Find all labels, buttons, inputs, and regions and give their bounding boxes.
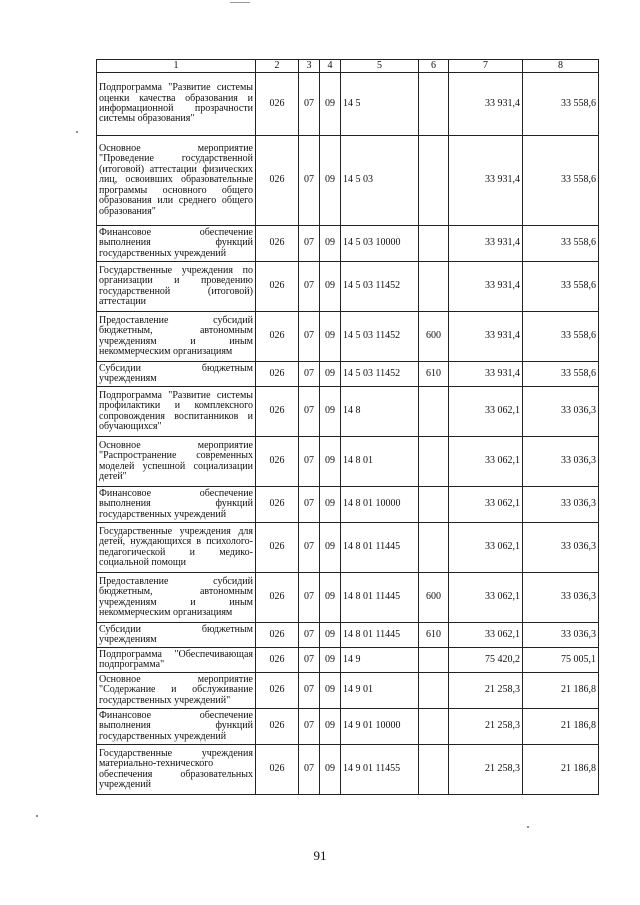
amount-col7-cell: 33 062,1: [449, 387, 523, 437]
section-code-cell: 026: [256, 262, 299, 312]
target-article-cell: 14 5: [341, 73, 419, 136]
chapter-code-cell: 07: [299, 226, 320, 262]
chapter-code-cell: 07: [299, 573, 320, 623]
chapter-code-cell: 07: [299, 673, 320, 709]
expense-type-cell: 600: [419, 573, 449, 623]
chapter-code-cell: 07: [299, 362, 320, 387]
chapter-code-cell: 07: [299, 73, 320, 136]
amount-col8-cell: 33 036,3: [523, 623, 599, 648]
row-name-cell: Субсидии бюджетным учреждениям: [97, 362, 256, 387]
chapter-code-cell: 07: [299, 648, 320, 673]
section-code-cell: 026: [256, 487, 299, 523]
row-name-cell: Финансовое обеспечение выполнения функций государственных учреждений: [97, 487, 256, 523]
amount-col8-cell: 75 005,1: [523, 648, 599, 673]
column-header: 3: [299, 60, 320, 73]
amount-col8-cell: 21 186,8: [523, 709, 599, 745]
table-row: [97, 312, 599, 362]
subchapter-code-cell: 09: [320, 573, 341, 623]
section-code-cell: 026: [256, 523, 299, 573]
expense-type-cell: [419, 673, 449, 709]
column-header: 7: [449, 60, 523, 73]
table-row: [97, 136, 599, 226]
chapter-code-cell: 07: [299, 745, 320, 795]
scan-speck: [527, 826, 529, 828]
subchapter-code-cell: 09: [320, 523, 341, 573]
amount-col8-cell: 33 558,6: [523, 362, 599, 387]
row-name-cell: Основное мероприятие "Содержание и обслуживание государственных учреждений": [97, 673, 256, 709]
amount-col7-cell: 33 062,1: [449, 623, 523, 648]
subchapter-code-cell: 09: [320, 73, 341, 136]
table-row: [97, 487, 599, 523]
target-article-cell: 14 5 03 11452: [341, 262, 419, 312]
target-article-cell: 14 5 03 10000: [341, 226, 419, 262]
amount-col7-cell: 21 258,3: [449, 745, 523, 795]
chapter-code-cell: 07: [299, 623, 320, 648]
section-code-cell: 026: [256, 648, 299, 673]
amount-col8-cell: 33 036,3: [523, 387, 599, 437]
target-article-cell: 14 9 01 10000: [341, 709, 419, 745]
chapter-code-cell: 07: [299, 312, 320, 362]
expense-type-cell: [419, 523, 449, 573]
expense-type-cell: [419, 136, 449, 226]
row-name-cell: Основное мероприятие "Проведение государственной (итоговой) аттестации физических лиц, освоивших образовательные программы основного общего образования или среднего общего образования": [97, 136, 256, 226]
chapter-code-cell: 07: [299, 262, 320, 312]
subchapter-code-cell: 09: [320, 623, 341, 648]
section-code-cell: 026: [256, 673, 299, 709]
amount-col7-cell: 33 931,4: [449, 73, 523, 136]
amount-col7-cell: 33 931,4: [449, 312, 523, 362]
column-header: 2: [256, 60, 299, 73]
table-row: [97, 573, 599, 623]
scan-speck: [76, 131, 78, 133]
expense-type-cell: 600: [419, 312, 449, 362]
expense-type-cell: [419, 262, 449, 312]
subchapter-code-cell: 09: [320, 312, 341, 362]
table-row: [97, 673, 599, 709]
table-row: [97, 73, 599, 136]
target-article-cell: 14 8: [341, 387, 419, 437]
expense-type-cell: [419, 709, 449, 745]
subchapter-code-cell: 09: [320, 709, 341, 745]
page-number: 91: [313, 848, 327, 863]
chapter-code-cell: 07: [299, 709, 320, 745]
section-code-cell: 026: [256, 136, 299, 226]
section-code-cell: 026: [256, 573, 299, 623]
table-row: [97, 362, 599, 387]
target-article-cell: 14 5 03: [341, 136, 419, 226]
amount-col8-cell: 33 036,3: [523, 487, 599, 523]
target-article-cell: 14 9 01 11455: [341, 745, 419, 795]
table-row: [97, 745, 599, 795]
table-row: [97, 623, 599, 648]
table-row: [97, 523, 599, 573]
expense-type-cell: [419, 437, 449, 487]
amount-col7-cell: 33 931,4: [449, 136, 523, 226]
section-code-cell: 026: [256, 312, 299, 362]
amount-col7-cell: 33 062,1: [449, 437, 523, 487]
expense-type-cell: 610: [419, 623, 449, 648]
section-code-cell: 026: [256, 73, 299, 136]
subchapter-code-cell: 09: [320, 136, 341, 226]
row-name-cell: Государственные учреждения по организации и проведению государственной (итоговой) аттестации: [97, 262, 256, 312]
budget-table: [96, 59, 599, 795]
section-code-cell: 026: [256, 745, 299, 795]
target-article-cell: 14 8 01 11445: [341, 523, 419, 573]
amount-col7-cell: 33 062,1: [449, 523, 523, 573]
target-article-cell: 14 8 01 10000: [341, 487, 419, 523]
amount-col7-cell: 33 931,4: [449, 262, 523, 312]
table-row: [97, 709, 599, 745]
expense-type-cell: [419, 387, 449, 437]
column-header: 8: [523, 60, 599, 73]
section-code-cell: 026: [256, 623, 299, 648]
expense-type-cell: [419, 745, 449, 795]
target-article-cell: 14 5 03 11452: [341, 362, 419, 387]
amount-col7-cell: 33 062,1: [449, 487, 523, 523]
row-name-cell: Государственные учреждения для детей, нуждающихся в психолого-педагогической и медико-социальной помощи: [97, 523, 256, 573]
amount-col7-cell: 21 258,3: [449, 709, 523, 745]
amount-col8-cell: 33 558,6: [523, 262, 599, 312]
section-code-cell: 026: [256, 709, 299, 745]
row-name-cell: Основное мероприятие "Распространение современных моделей успешной социализации детей": [97, 437, 256, 487]
amount-col8-cell: 33 036,3: [523, 523, 599, 573]
subchapter-code-cell: 09: [320, 487, 341, 523]
amount-col7-cell: 21 258,3: [449, 673, 523, 709]
expense-type-cell: [419, 73, 449, 136]
section-code-cell: 026: [256, 226, 299, 262]
amount-col8-cell: 21 186,8: [523, 673, 599, 709]
target-article-cell: 14 8 01 11445: [341, 623, 419, 648]
table-header-row: [97, 60, 599, 73]
row-name-cell: Предоставление субсидий бюджетным, автономным учреждениям и иным некоммерческим организациям: [97, 312, 256, 362]
row-name-cell: Подпрограмма "Обеспечивающая подпрограмма": [97, 648, 256, 673]
target-article-cell: 14 8 01 11445: [341, 573, 419, 623]
amount-col7-cell: 33 931,4: [449, 362, 523, 387]
target-article-cell: 14 8 01: [341, 437, 419, 487]
scan-speck: [36, 815, 38, 817]
column-header: 4: [320, 60, 341, 73]
row-name-cell: Финансовое обеспечение выполнения функций государственных учреждений: [97, 226, 256, 262]
amount-col7-cell: 33 062,1: [449, 573, 523, 623]
column-header: 1: [97, 60, 256, 73]
table-row: [97, 648, 599, 673]
chapter-code-cell: 07: [299, 387, 320, 437]
column-header: 5: [341, 60, 419, 73]
target-article-cell: 14 9: [341, 648, 419, 673]
amount-col8-cell: 33 036,3: [523, 573, 599, 623]
amount-col8-cell: 33 558,6: [523, 312, 599, 362]
chapter-code-cell: 07: [299, 523, 320, 573]
chapter-code-cell: 07: [299, 437, 320, 487]
section-code-cell: 026: [256, 387, 299, 437]
subchapter-code-cell: 09: [320, 262, 341, 312]
table-row: [97, 387, 599, 437]
expense-type-cell: [419, 226, 449, 262]
amount-col8-cell: 33 036,3: [523, 437, 599, 487]
subchapter-code-cell: 09: [320, 226, 341, 262]
row-name-cell: Субсидии бюджетным учреждениям: [97, 623, 256, 648]
subchapter-code-cell: 09: [320, 437, 341, 487]
row-name-cell: Государственные учреждения материально-технического обеспечения образовательных учреждений: [97, 745, 256, 795]
subchapter-code-cell: 09: [320, 648, 341, 673]
table-row: [97, 226, 599, 262]
amount-col8-cell: 33 558,6: [523, 73, 599, 136]
subchapter-code-cell: 09: [320, 745, 341, 795]
amount-col7-cell: 75 420,2: [449, 648, 523, 673]
row-name-cell: Подпрограмма "Развитие системы оценки качества образования и информационной прозрачности системы образования": [97, 73, 256, 136]
subchapter-code-cell: 09: [320, 362, 341, 387]
row-name-cell: Финансовое обеспечение выполнения функций государственных учреждений: [97, 709, 256, 745]
column-header: 6: [419, 60, 449, 73]
amount-col8-cell: 33 558,6: [523, 226, 599, 262]
target-article-cell: 14 5 03 11452: [341, 312, 419, 362]
expense-type-cell: [419, 487, 449, 523]
table-row: [97, 262, 599, 312]
chapter-code-cell: 07: [299, 136, 320, 226]
row-name-cell: Подпрограмма "Развитие системы профилактики и комплексного сопровождения воспитанников и обучающихся": [97, 387, 256, 437]
subchapter-code-cell: 09: [320, 673, 341, 709]
amount-col8-cell: 21 186,8: [523, 745, 599, 795]
target-article-cell: 14 9 01: [341, 673, 419, 709]
expense-type-cell: 610: [419, 362, 449, 387]
scan-artifact: [230, 2, 250, 3]
chapter-code-cell: 07: [299, 487, 320, 523]
amount-col8-cell: 33 558,6: [523, 136, 599, 226]
section-code-cell: 026: [256, 437, 299, 487]
table-row: [97, 437, 599, 487]
amount-col7-cell: 33 931,4: [449, 226, 523, 262]
row-name-cell: Предоставление субсидий бюджетным, автономным учреждениям и иным некоммерческим организациям: [97, 573, 256, 623]
subchapter-code-cell: 09: [320, 387, 341, 437]
expense-type-cell: [419, 648, 449, 673]
section-code-cell: 026: [256, 362, 299, 387]
